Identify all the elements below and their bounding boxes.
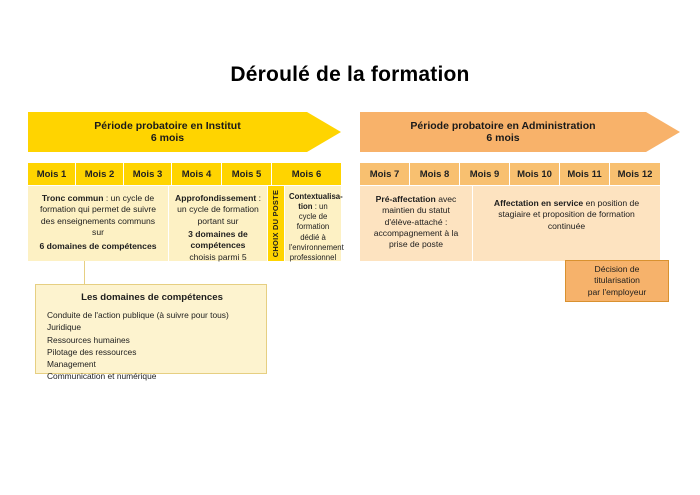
month-cell: Mois 5 xyxy=(222,163,272,185)
month-cell: Mois 7 xyxy=(360,163,410,185)
list-item: Management xyxy=(47,359,96,370)
month-cell: Mois 11 xyxy=(560,163,610,185)
month-cell: Mois 6 xyxy=(272,163,341,185)
decision-line2: titularisation xyxy=(594,275,640,286)
month-cell: Mois 4 xyxy=(172,163,222,185)
competences-panel-title: Les domaines de compétences xyxy=(81,292,223,303)
competences-list xyxy=(47,309,257,383)
decision-line1: Décision de xyxy=(594,264,640,275)
list-item: Conduite de l'action publique (à suivre pour tous) xyxy=(47,310,229,320)
list-item: Ressources humaines xyxy=(47,334,130,345)
month-cell: Mois 8 xyxy=(410,163,460,185)
decision-line3: par l'employeur xyxy=(587,286,647,297)
block-preaff-text: avec maintien du statut d'élève-attaché : accompagnement à la prise de poste xyxy=(373,194,459,250)
banner-admin-body xyxy=(360,112,646,152)
banner-admin-line1: Période probatoire en Administration xyxy=(410,119,596,132)
block-approfondissement xyxy=(169,186,267,261)
banner-periode-administration xyxy=(360,112,680,152)
banner-institut-line2: 6 mois xyxy=(150,132,185,144)
banner-institut-body xyxy=(28,112,307,152)
choix-du-poste-label: CHOIX DU POSTE xyxy=(271,189,281,258)
month-cell: Mois 1 xyxy=(28,163,76,185)
list-item: Communication et numérique xyxy=(47,371,157,382)
banner-admin-line2: 6 mois xyxy=(486,132,520,144)
block-choix-du-poste xyxy=(268,186,284,261)
block-approf-title: Approfondissement xyxy=(175,193,257,203)
page-title: Déroulé de la formation xyxy=(230,63,470,86)
block-pre-affectation xyxy=(360,186,472,261)
month-cell: Mois 3 xyxy=(124,163,172,185)
block-preaff-title: Pré-affectation xyxy=(375,194,436,204)
block-approf-text: : un cycle de formation portant sur xyxy=(177,193,261,226)
block-contextu-title: Contextualisa-tion xyxy=(289,192,343,212)
month-cell: Mois 9 xyxy=(460,163,510,185)
list-item: Pilotage des ressources xyxy=(47,346,137,357)
month-cell: Mois 12 xyxy=(610,163,660,185)
block-tronc-commun xyxy=(28,186,168,261)
panel-connector-line xyxy=(84,261,85,284)
banner-periode-institut xyxy=(28,112,341,152)
block-approf-highlight: 3 domaines de compétences xyxy=(188,229,248,251)
block-affect-title: Affectation en service xyxy=(493,198,584,208)
months-strip-institut xyxy=(28,163,341,185)
block-contextualisation xyxy=(285,186,344,262)
arrow-head-icon xyxy=(307,112,341,152)
arrow-head-icon xyxy=(646,112,680,152)
block-tronc-highlight: 6 domaines de compétences xyxy=(39,241,157,252)
domaines-de-competences-panel xyxy=(35,284,267,382)
list-item: Juridique xyxy=(47,322,81,333)
banner-institut-line1: Période probatoire en Institut xyxy=(94,119,241,132)
month-cell: Mois 2 xyxy=(76,163,124,185)
block-affect-text: en position de stagiaire et proposition de formation continuée xyxy=(498,198,640,231)
month-cell: Mois 10 xyxy=(510,163,560,185)
block-affectation-en-service xyxy=(473,186,660,261)
block-approf-tail: choisis parmi 5 xyxy=(189,251,247,262)
block-tronc-text: : un cycle de formation qui permet de suivre des enseignements communs sur xyxy=(39,193,157,238)
block-contextu-text: : un cycle de formation dédié à l'environnement professionnel xyxy=(289,202,344,262)
decision-titularisation-box xyxy=(565,260,669,302)
block-tronc-title: Tronc commun xyxy=(41,193,104,203)
months-strip-administration xyxy=(360,163,660,185)
